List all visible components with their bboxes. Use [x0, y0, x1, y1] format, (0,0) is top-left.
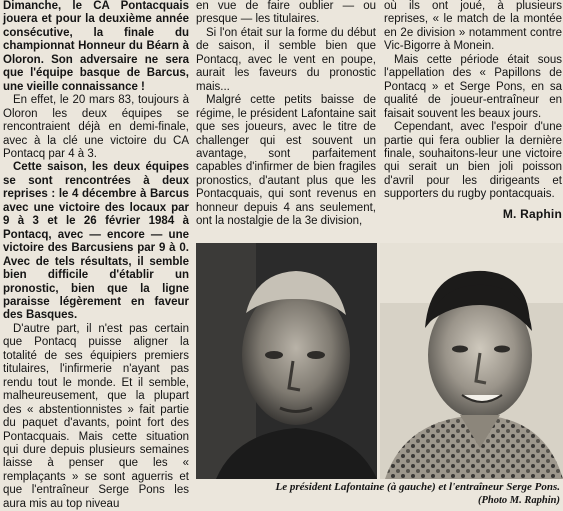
article-column-1: [3, 0, 189, 511]
portrait-image: [196, 243, 377, 479]
paragraph: en vue de faire oublier — ou presque — les titulaires.: [196, 0, 376, 26]
photo-caption: [196, 481, 560, 507]
paragraph: Mais cette période était sous l'appellation des « Papillons de Pontacq » et Serge Pons, en sa qualité de joueur-entraîneur en faisait souvent les beaux jours.: [384, 53, 562, 120]
lead-paragraph: Dimanche, le CA Pontacquais jouera et pour la deuxième année consécutive, la finale du championnat Honneur du Béarn à Oloron. Son adversaire ne sera que l'équipe basque de Barcus, une vieille connaissance !: [3, 0, 189, 93]
paragraph: En effet, le 20 mars 83, toujours à Oloron les deux équipes se rencontraient déjà en demi-finale, avec à la clé une victoire du CA Pontacq par 4 à 3.: [3, 94, 189, 160]
paragraph: Malgré cette petits baisse de régime, le président Lafontaine sait que ses joueurs, avec le titre de challenger qui est souvent un avantage, sont parfaitement capables d'infirmer de bien fragiles pronostics, d'autant plus que les Pontacquais, qui sont revenus en honneur depuis 4 ans seulement, ont la nostalgie de la 3e division,: [196, 94, 376, 228]
portrait-image: [380, 243, 563, 479]
paragraph: Cependant, avec l'espoir d'une partie qui fera oublier la dernière finale, souhaitons-leur une victoire qui serait un bien joli poisson d'avril pour les dirigeants et supporters du rugby pontacquais.: [384, 121, 562, 201]
article-column-3: [384, 0, 562, 221]
paragraph: où ils ont joué, à plusieurs reprises, « le match de la montée en 2e division » notamment contre Vic-Bigorre à Monein.: [384, 0, 562, 53]
photo-coach: [380, 243, 563, 479]
photo-president: [196, 243, 377, 479]
caption-text: Le président Lafontaine (à gauche) et l'entraîneur Serge Pons.: [275, 481, 560, 493]
photo-credit: (Photo M. Raphin): [478, 495, 560, 506]
author-signature: M. Raphin: [502, 206, 562, 221]
paragraph: Cette saison, les deux équipes se sont rencontrées à deux reprises : le 4 décembre à Barcus avec une victoire des locaux par 9 à 3 et le 26 février 1984 à Pontacq, avec — encore — une victoire des Barcusiens par 9 à 0. Avec de tels résultats, il semble bien difficile d'établir un pronostic, bien que la ligne paraisse légèrement en faveur des Basques.: [3, 161, 189, 322]
paragraph: Si l'on était sur la forme du début de saison, il semble bien que Pontacq, avec le vent en poupe, aurait les faveurs du pronostic mais...: [196, 26, 376, 93]
article-column-2: [196, 0, 376, 229]
paragraph: D'autre part, il n'est pas certain que Pontacq puisse aligner la totalité de ses équipiers premiers titulaires, l'infirmerie n'ayant pas rendu tout le monde. Et il semble, malheureusement, que la plupart des « abstentionnistes » fait partie du paquet d'avants, point fort des Pontacquais. Mais cette situation qui dure depuis plusieurs semaines laisse à penser que les « remplaçants » se sont aguerris et que l'entraîneur Serge Pons les aura mis au top niveau: [3, 322, 189, 510]
